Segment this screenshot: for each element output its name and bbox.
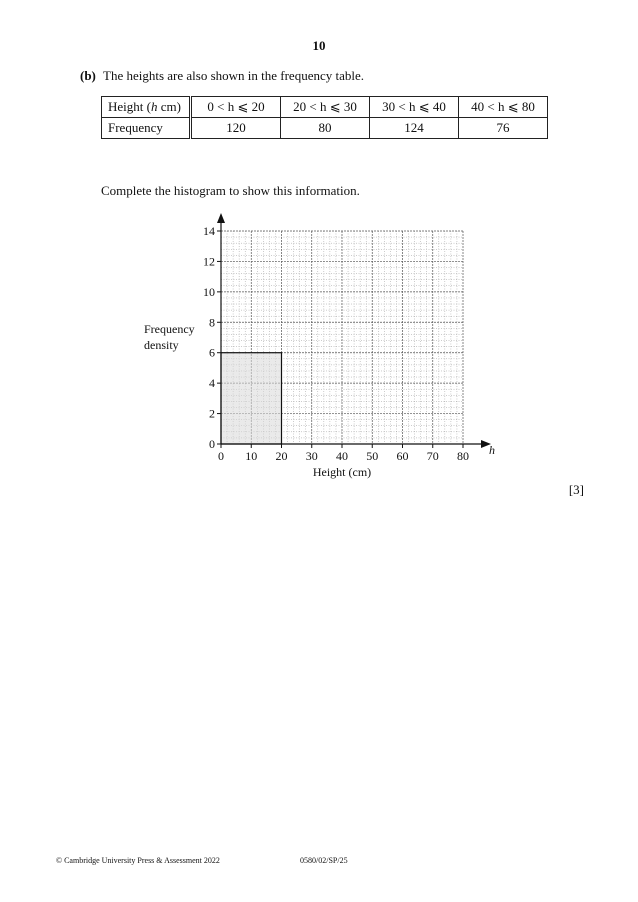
footer-copyright: © Cambridge University Press & Assessment 2022 bbox=[56, 856, 220, 865]
y-tick-label: 4 bbox=[209, 376, 215, 391]
part-label: (b) bbox=[80, 68, 96, 83]
x-axis-label: Height (cm) bbox=[312, 465, 372, 479]
marks-label: [3] bbox=[568, 482, 584, 497]
x-tick-label: 10 bbox=[245, 449, 258, 463]
y-axis-label-line2: density bbox=[144, 338, 179, 352]
x-tick-label: 30 bbox=[305, 449, 318, 463]
footer-code: 0580/02/SP/25 bbox=[300, 856, 348, 865]
page-number: 10 bbox=[312, 38, 326, 53]
histogram-bar bbox=[221, 353, 282, 444]
y-tick-label: 14 bbox=[203, 224, 215, 238]
frequency-cell: 80 bbox=[281, 118, 370, 139]
instruction-text: Complete the histogram to show this information. bbox=[101, 183, 360, 198]
x-tick-label: 60 bbox=[396, 449, 409, 463]
x-tick-label: 50 bbox=[366, 449, 379, 463]
row-header-height: Height (h cm) bbox=[102, 97, 191, 118]
y-tick-label: 10 bbox=[203, 284, 215, 299]
y-tick-label: 2 bbox=[209, 406, 215, 421]
x-axis-letter: h bbox=[489, 443, 495, 457]
x-tick-label: 0 bbox=[218, 449, 224, 463]
frequency-cell: 124 bbox=[370, 118, 459, 139]
y-axis-label-line1: Frequency bbox=[144, 322, 195, 336]
interval-cell: 20 < h ⩽ 30 bbox=[281, 97, 370, 118]
interval-cell: 0 < h ⩽ 20 bbox=[191, 97, 281, 118]
x-tick-label: 70 bbox=[426, 449, 439, 463]
frequency-cell: 76 bbox=[459, 118, 548, 139]
y-tick-label: 8 bbox=[209, 315, 215, 330]
question-text: The heights are also shown in the frequency table. bbox=[103, 68, 364, 83]
x-tick-label: 80 bbox=[457, 449, 469, 463]
interval-cell: 40 < h ⩽ 80 bbox=[459, 97, 548, 118]
x-tick-label: 40 bbox=[336, 449, 348, 463]
axis-labels bbox=[144, 322, 495, 479]
y-tick-label: 0 bbox=[209, 437, 215, 451]
y-tick-label: 6 bbox=[209, 345, 215, 360]
y-tick-label: 12 bbox=[203, 254, 215, 269]
row-header-frequency: Frequency bbox=[102, 118, 191, 139]
y-axis-arrow bbox=[217, 213, 225, 223]
histogram-bars bbox=[221, 353, 282, 444]
frequency-cell: 120 bbox=[191, 118, 281, 139]
interval-cell: 30 < h ⩽ 40 bbox=[370, 97, 459, 118]
x-tick-label: 20 bbox=[275, 449, 288, 463]
